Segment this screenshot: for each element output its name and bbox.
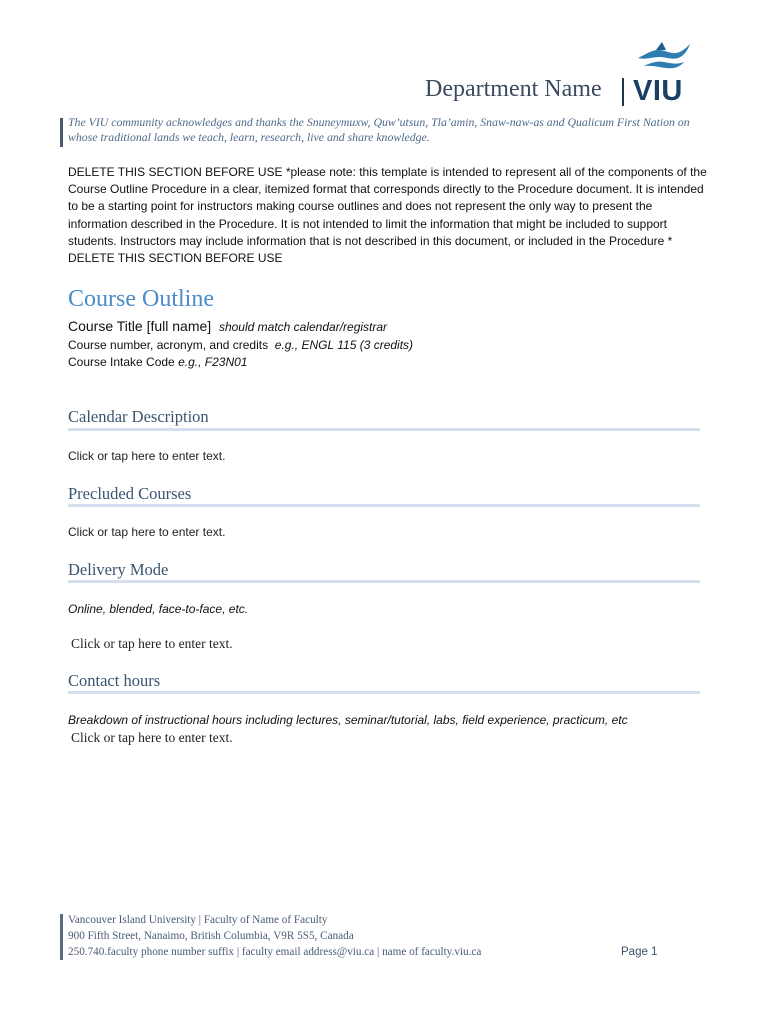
delivery-mode-note: Online, blended, face-to-face, etc. xyxy=(68,602,249,616)
section-rule xyxy=(68,504,700,507)
contact-hours-heading: Contact hours xyxy=(68,671,161,690)
page-title: Course Outline xyxy=(68,286,214,312)
precluded-courses-field[interactable]: Click or tap here to enter text. xyxy=(68,525,226,539)
viu-wave-logo-icon xyxy=(636,40,692,70)
template-notice: DELETE THIS SECTION BEFORE USE *please note: this template is intended to represent all of the components of the Course Outline Procedure in a clear, itemized format that corresponds directly to the Procedure document. It is intended to be a starting point for instructors making course outlines and does not represent the only way to present the information described in the Procedure. It is not intended to limit the information that might be included to support students. Instructors may include information that is not described in this document, or included in the Procedure * DELETE THIS SECTION BEFORE USE xyxy=(68,165,707,266)
course-number-line xyxy=(68,338,413,352)
footer-address: 900 Fifth Street, Nanaimo, British Columbia, V9R 5S5, Canada xyxy=(68,930,354,942)
calendar-description-heading: Calendar Description xyxy=(68,407,209,426)
contact-hours-field[interactable]: Click or tap here to enter text. xyxy=(71,730,233,745)
land-acknowledgement: The VIU community acknowledges and thanks the Snuneymuxw, Quw’utsun, Tla’amin, Snaw-naw-as and Qualicum First Nation on whose traditional lands we teach, learn, research, live and share knowledge. xyxy=(68,115,690,144)
contact-hours-note: Breakdown of instructional hours including lectures, seminar/tutorial, labs, field experience, practicum, etc xyxy=(68,713,628,727)
delivery-mode-heading: Delivery Mode xyxy=(68,560,169,579)
precluded-courses-heading: Precluded Courses xyxy=(68,484,192,503)
delivery-mode-field[interactable]: Click or tap here to enter text. xyxy=(71,636,233,651)
course-title-label[interactable]: Course Title [full name] xyxy=(68,318,212,334)
course-intake-label[interactable]: Course Intake Code xyxy=(68,355,175,369)
footer-institution: Vancouver Island University | Faculty of Name of Faculty xyxy=(68,914,328,926)
footer-bar xyxy=(60,914,63,960)
course-intake-hint: e.g., F23N01 xyxy=(178,355,248,369)
section-rule xyxy=(68,691,700,694)
department-name: Department Name xyxy=(425,76,602,102)
page-number: Page 1 xyxy=(621,946,658,958)
course-title-line xyxy=(68,318,387,334)
header-divider xyxy=(622,78,624,106)
course-number-hint: e.g., ENGL 115 (3 credits) xyxy=(274,338,414,352)
viu-logo-text: VIU xyxy=(633,75,683,107)
calendar-description-field[interactable]: Click or tap here to enter text. xyxy=(68,449,226,463)
acknowledgement-bar xyxy=(60,118,63,147)
course-intake-line xyxy=(68,355,247,369)
course-number-label[interactable]: Course number, acronym, and credits xyxy=(68,338,269,352)
course-title-hint: should match calendar/registrar xyxy=(218,320,388,334)
section-rule xyxy=(68,428,700,431)
section-rule xyxy=(68,580,700,583)
footer-contact: 250.740.faculty phone number suffix | faculty email address@viu.ca | name of faculty.viu.ca xyxy=(68,946,482,958)
